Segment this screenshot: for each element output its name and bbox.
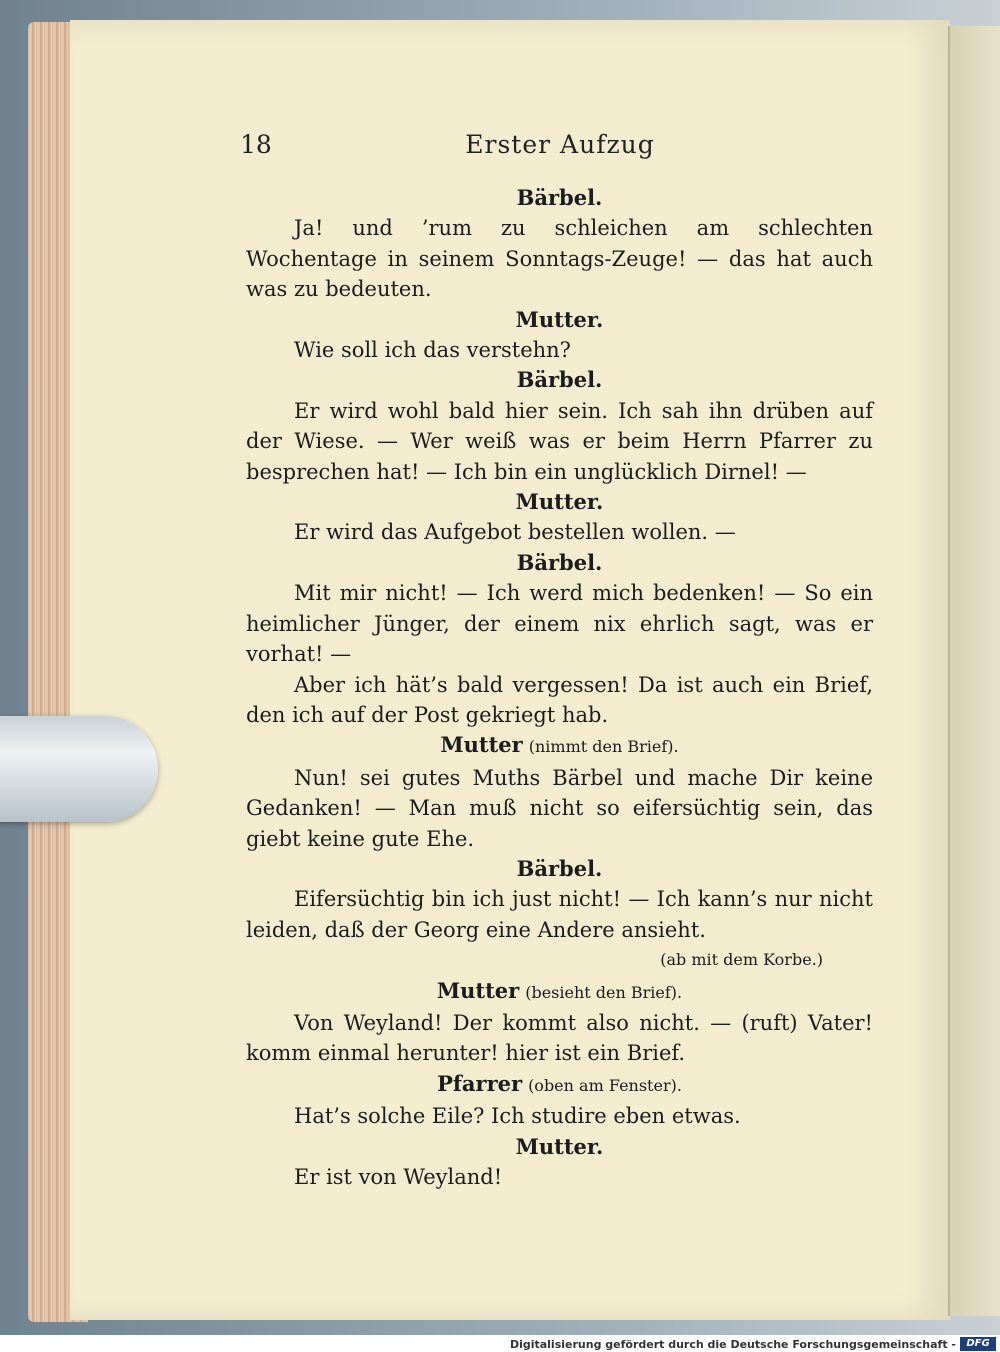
speaker-name [246,1069,873,1101]
stage-direction: (nimmt den Brief). [528,737,679,757]
footer-bar [0,1335,1000,1352]
text-body [246,183,873,1192]
speaker-label: Mutter. [515,1133,604,1159]
dialogue-line: Ja! und ’rum zu schleichen am schlechten Wochentage in seinem Sonntags-Zeuge! — das hat auch was zu bedeuten. [246,216,873,302]
running-head: Erster Aufzug [465,130,655,159]
speaker-label: Mutter [440,732,523,758]
stage-direction: (ab mit dem Korbe.) [660,950,823,970]
speaker-name [246,548,873,578]
scanner-clamp [0,716,158,822]
speaker-name [246,305,873,335]
speaker-name [246,487,873,517]
speaker-label: Mutter [436,977,520,1003]
speaker-name [246,183,873,213]
stage-direction: (besieht den Brief). [525,982,683,1002]
page-header [240,130,880,166]
speaker-name [246,365,873,395]
dfg-logo: DFG [960,1337,996,1351]
dialogue-line: Er wird das Aufgebot bestellen wollen. — [294,520,736,545]
dialogue-line: Er ist von Weyland! [294,1165,503,1189]
dialogue-line: Hat’s solche Eile? Ich studire eben etwas. [294,1104,741,1129]
speaker-name [246,854,873,884]
funding-note: Digitalisierung gefördert durch die Deutsche Forschungsgemeinschaft - [509,1338,956,1351]
speaker-label: Bärbel. [516,549,603,575]
speaker-label: Bärbel. [516,185,603,210]
dialogue-line: Nun! sei gutes Muths Bärbel und mache Dir keine Gedanken! — Man muß nicht so eifersüchtig sein, das giebt keine gute Ehe. [246,765,873,851]
speaker-label: Pfarrer [437,1070,523,1096]
dialogue-line: Mit mir nicht! — Ich werd mich bedenken! — So ein heimlicher Jünger, der einem nix ehrlich sagt, was er vorhat! — [246,581,873,667]
speaker-name [246,976,873,1008]
speaker-label: Mutter. [515,489,604,515]
page-number: 18 [240,130,272,159]
dialogue-line: Wie soll ich das verstehn? [294,338,571,363]
dialogue-line: Von Weyland! Der kommt also nicht. — (ruft) Vater! komm einmal herunter! hier ist ein Brief. [246,1010,873,1066]
dialogue-line: Er wird wohl bald hier sein. Ich sah ihn drüben auf der Wiese. — Wer weiß was er beim Herrn Pfarrer zu besprechen hat! — Ich bin ein unglücklich Dirnel! — [246,398,873,484]
speaker-label: Mutter. [515,306,604,332]
speaker-name [246,730,873,762]
speaker-name [246,1132,873,1162]
dialogue-line: Eifersüchtig bin ich just nicht! — Ich kann’s nur nicht leiden, daß der Georg eine Andere ansieht. [246,887,873,942]
facing-page-edge [948,26,1000,1316]
dialogue-line: Aber ich hät’s bald vergessen! Da ist auch ein Brief, den ich auf der Post gekriegt hab. [246,672,873,727]
speaker-label: Bärbel. [516,367,603,393]
stage-direction: (oben am Fenster). [528,1075,682,1095]
speaker-label: Bärbel. [516,855,603,881]
